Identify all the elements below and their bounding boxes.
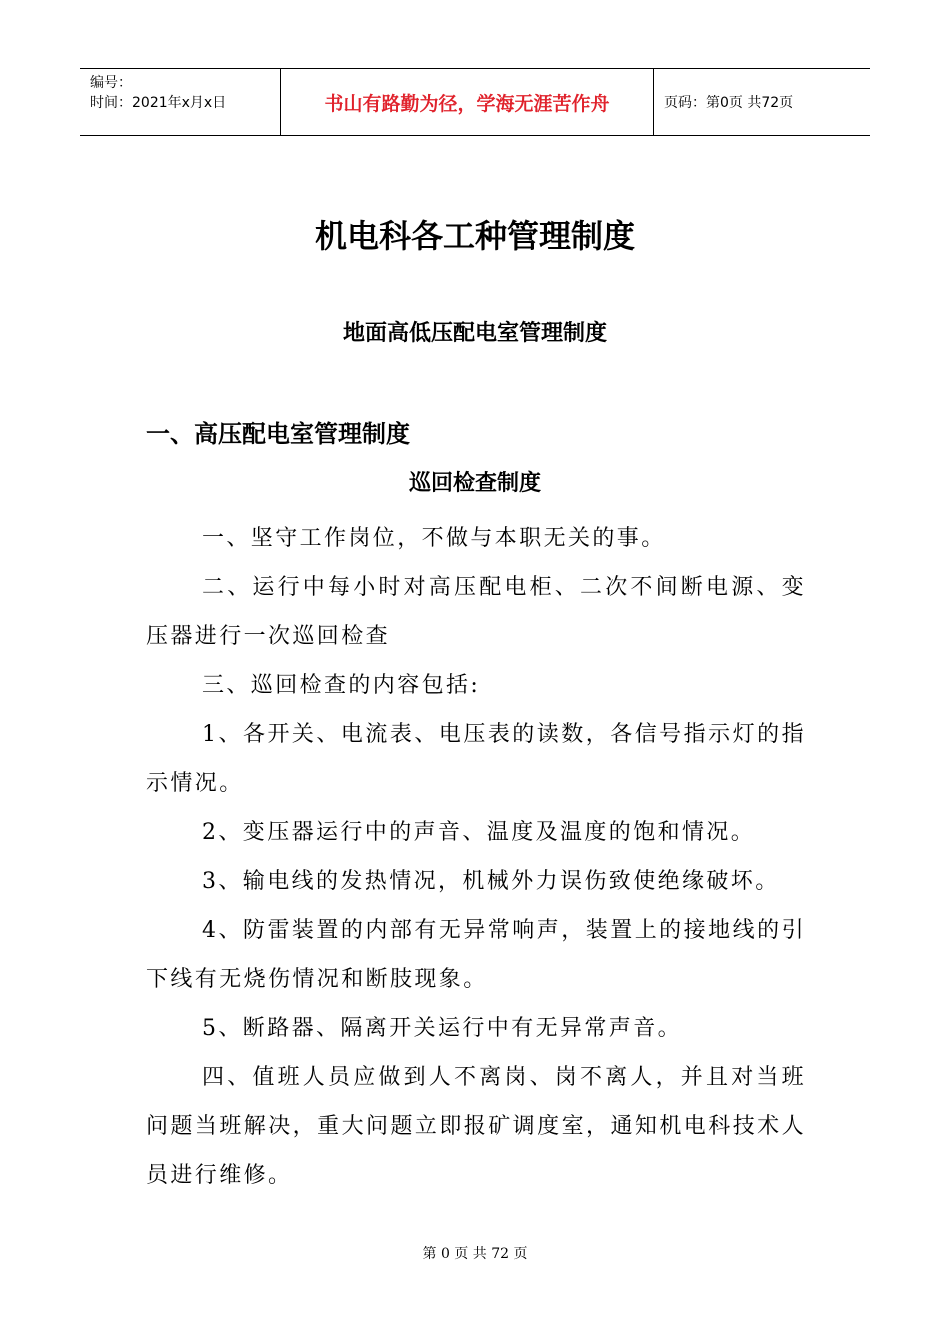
document-title: 机电科各工种管理制度: [314, 217, 635, 255]
header-time-label: 时间：2021年x月x日: [90, 95, 227, 111]
paragraph: 四、值班人员应做到人不离岗、岗不离人，并且对当班问题当班解决，重大问题立即报矿调度室，通知机电科技术人员进行维修。: [146, 1065, 806, 1188]
paragraph: 2、变压器运行中的声音、温度及温度的饱和情况。: [202, 820, 756, 845]
header-motto: 书山有路勤为径，学海无涯苦作舟: [281, 69, 654, 135]
paragraph: 5、断路器、隔离开关运行中有无异常声音。: [202, 1016, 682, 1041]
paragraph: 二、运行中每小时对高压配电柜、二次不间断电源、变压器进行一次巡回检查: [146, 575, 806, 649]
header-number-label: 编号：: [90, 75, 132, 91]
sub-heading: 巡回检查制度: [408, 471, 541, 496]
paragraph: 一、坚守工作岗位，不做与本职无关的事。: [202, 526, 666, 551]
paragraph: 1、各开关、电流表、电压表的读数，各信号指示灯的指示情况。: [146, 722, 806, 796]
document-body: [146, 514, 806, 1200]
page-footer: 第 0 页 共 72 页: [422, 1246, 528, 1262]
paragraph: 3、输电线的发热情况，机械外力误伤致使绝缘破坏。: [202, 869, 780, 894]
document-subtitle: 地面高低压配电室管理制度: [342, 321, 607, 346]
page-header: [80, 68, 870, 136]
paragraph: 三、巡回检查的内容包括:: [202, 673, 481, 698]
header-page-label: 页码：第0页 共72页: [664, 95, 794, 111]
header-meta: [80, 69, 281, 135]
paragraph: 4、防雷装置的内部有无异常响声，装置上的接地线的引下线有无烧伤情况和断肢现象。: [146, 918, 806, 992]
section-heading: 一、高压配电室管理制度: [146, 420, 410, 448]
